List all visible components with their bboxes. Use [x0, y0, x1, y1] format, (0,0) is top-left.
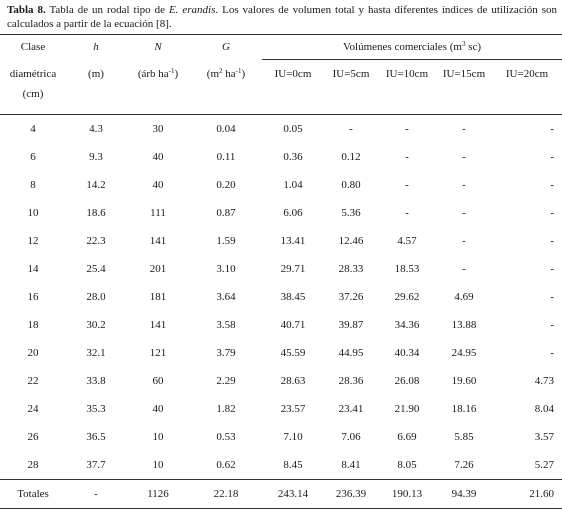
table-caption: [7, 3, 557, 31]
caption-text-before: Tabla de un rodal tipo de: [45, 4, 169, 16]
table-cell: 13.88: [451, 319, 477, 331]
table-cell: -: [550, 151, 555, 163]
totals-cell: 21.60: [492, 480, 562, 509]
table-cell: 20: [27, 347, 39, 359]
table-cell: 0.20: [216, 179, 236, 191]
table-cell: 40.34: [394, 347, 420, 359]
table-cell: -: [550, 123, 555, 135]
header-iu-15: IU=15cm: [442, 68, 486, 80]
table-cell: -: [550, 347, 555, 359]
table-cell: -: [405, 207, 409, 219]
table-cell: 8: [30, 179, 36, 191]
table-row: [0, 451, 562, 480]
table-cell: 28.63: [280, 375, 306, 387]
table-row: [0, 367, 562, 395]
table-cell: 36.5: [86, 431, 106, 443]
table-cell: 24: [27, 403, 39, 415]
table-cell: 0.80: [341, 179, 361, 191]
table-cell: 29.71: [280, 263, 306, 275]
table-cell: 28.33: [338, 263, 364, 275]
table-cell: 18.53: [394, 263, 420, 275]
table-cell: 30: [152, 123, 164, 135]
table-cell: 10: [152, 459, 164, 471]
table-cell: 0.11: [216, 151, 236, 163]
table-cell: 1.59: [216, 235, 236, 247]
table-row: [0, 395, 562, 423]
table-cell: 22: [27, 375, 39, 387]
table-cell: 37.26: [338, 291, 364, 303]
table-cell: 2.29: [216, 375, 236, 387]
table-row: [0, 311, 562, 339]
table-cell: 4.3: [89, 123, 103, 135]
totals-cell: 94.39: [436, 480, 492, 509]
table-cell: 3.64: [216, 291, 236, 303]
table-cell: 141: [149, 235, 167, 247]
header-h-unit: (m): [88, 67, 104, 80]
table-cell: 121: [149, 347, 167, 359]
table-cell: 6.69: [397, 431, 417, 443]
table-cell: 5.85: [454, 431, 474, 443]
stand-table: [0, 34, 562, 509]
table-cell: 19.60: [451, 375, 477, 387]
table-cell: 60: [152, 375, 164, 387]
table-row: [0, 423, 562, 451]
table-cell: 0.12: [341, 151, 361, 163]
table-cell: 8.04: [534, 403, 555, 415]
table-cell: 40: [152, 179, 164, 191]
table-cell: -: [462, 151, 466, 163]
table-row: [0, 115, 562, 144]
table-cell: -: [462, 179, 466, 191]
table-cell: 8.45: [283, 459, 303, 471]
table-cell: 28: [27, 459, 39, 471]
table-cell: -: [405, 179, 409, 191]
table-cell: -: [349, 123, 353, 135]
table-cell: 14.2: [86, 179, 106, 191]
table-cell: 24.95: [451, 347, 477, 359]
table-cell: 33.8: [86, 375, 106, 387]
table-cell: 6: [30, 151, 36, 163]
table-cell: 26: [27, 431, 39, 443]
totals-cell: -: [66, 480, 126, 509]
table-cell: 18.16: [451, 403, 477, 415]
table-cell: 44.95: [338, 347, 364, 359]
table-cell: 12: [27, 235, 39, 247]
table-cell: 8.41: [341, 459, 361, 471]
table-cell: 4.73: [534, 375, 555, 387]
table-cell: 28.36: [338, 375, 364, 387]
table-cell: 4.57: [397, 235, 417, 247]
table-cell: 1.82: [216, 403, 236, 415]
table-cell: 18: [27, 319, 39, 331]
header-n: N: [126, 35, 190, 60]
table-cell: 7.06: [341, 431, 361, 443]
table-cell: 38.45: [280, 291, 306, 303]
table-cell: 16: [27, 291, 39, 303]
table-cell: 3.79: [216, 347, 236, 359]
table-cell: 12.46: [338, 235, 364, 247]
table-cell: 14: [27, 263, 39, 275]
table-row: [0, 171, 562, 199]
table-cell: 10: [152, 431, 164, 443]
header-clase: Clase: [0, 35, 66, 60]
table-cell: 21.90: [394, 403, 420, 415]
caption-text-after: . Los valores de volumen total y hasta diferentes índices de utilización son calculados a partir de la ecuación [8].: [7, 4, 557, 30]
totals-cell: 236.39: [324, 480, 378, 509]
header-g-unit: ($m^2$ $ha^{-1}$): [206, 66, 246, 80]
header-volumes: Volúmenes comerciales ($m^3$ sc): [262, 35, 562, 60]
table-cell: 5.27: [534, 459, 555, 471]
caption-species: E. erandis: [168, 4, 216, 16]
table-cell: -: [462, 235, 466, 247]
table-cell: -: [550, 291, 555, 303]
table-cell: 0.04: [216, 123, 236, 135]
table-cell: -: [550, 235, 555, 247]
totals-cell: 243.14: [262, 480, 324, 509]
table-cell: 6.06: [283, 207, 303, 219]
table-cell: 0.87: [216, 207, 236, 219]
table-cell: 0.05: [283, 123, 303, 135]
totals-label: Totales: [0, 480, 66, 509]
table-cell: 40: [152, 403, 164, 415]
table-cell: -: [550, 319, 555, 331]
header-g: G: [190, 35, 262, 60]
table-cell: 45.59: [280, 347, 306, 359]
table-cell: 30.2: [86, 319, 106, 331]
table-cell: 141: [149, 319, 167, 331]
table-row: [0, 199, 562, 227]
table-cell: 23.57: [280, 403, 306, 415]
table-cell: 32.1: [86, 347, 106, 359]
table-cell: 40: [152, 151, 164, 163]
table-cell: 40.71: [280, 319, 306, 331]
table-cell: -: [405, 123, 409, 135]
table-cell: 18.6: [86, 207, 106, 219]
header-cm: (cm): [0, 88, 66, 115]
table-cell: 3.10: [216, 263, 236, 275]
table-cell: 181: [149, 291, 167, 303]
table-cell: -: [405, 151, 409, 163]
table-row: [0, 255, 562, 283]
header-diametrica: diamétrica: [9, 67, 57, 80]
table-cell: 0.53: [216, 431, 236, 443]
table-cell: 4.69: [454, 291, 474, 303]
table-cell: 10: [27, 207, 39, 219]
table-cell: -: [550, 179, 555, 191]
table-cell: 25.4: [86, 263, 106, 275]
table-cell: 35.3: [86, 403, 106, 415]
caption-label: Tabla 8.: [7, 4, 46, 16]
table-cell: 201: [149, 263, 167, 275]
table-row: [0, 283, 562, 311]
table-cell: 4: [30, 123, 36, 135]
header-h: h: [66, 35, 126, 60]
table-cell: 0.62: [216, 459, 236, 471]
totals-cell: 22.18: [190, 480, 262, 509]
header-iu-20: IU=20cm: [505, 68, 549, 80]
table-cell: 28.0: [86, 291, 106, 303]
table-row: [0, 339, 562, 367]
table-cell: 22.3: [86, 235, 106, 247]
table-cell: -: [462, 207, 466, 219]
table-cell: 26.08: [394, 375, 420, 387]
table-cell: 3.58: [216, 319, 236, 331]
table-cell: 7.26: [454, 459, 474, 471]
table-cell: 1.04: [283, 179, 303, 191]
table-cell: 34.36: [394, 319, 420, 331]
table-cell: 0.36: [283, 151, 303, 163]
header-iu-0: IU=0cm: [274, 68, 312, 80]
header-iu-5: IU=5cm: [332, 68, 370, 80]
header-iu-10: IU=10cm: [385, 68, 429, 80]
table-row: [0, 143, 562, 171]
table-cell: 111: [150, 207, 166, 219]
table-cell: -: [550, 263, 555, 275]
table-cell: 3.57: [534, 431, 555, 443]
table-cell: 29.62: [394, 291, 420, 303]
table-body: [0, 115, 562, 509]
table-cell: 9.3: [89, 151, 103, 163]
header-n-unit: (árb $ha^{-1}$): [137, 66, 179, 80]
totals-cell: 1126: [126, 480, 190, 509]
table-cell: 13.41: [280, 235, 306, 247]
table-cell: 8.05: [397, 459, 417, 471]
table-cell: 7.10: [283, 431, 303, 443]
table-cell: 23.41: [338, 403, 364, 415]
table-cell: 5.36: [341, 207, 361, 219]
table-row: [0, 227, 562, 255]
totals-cell: 190.13: [378, 480, 436, 509]
table-cell: -: [550, 207, 555, 219]
table-cell: 39.87: [338, 319, 364, 331]
table-cell: 37.7: [86, 459, 106, 471]
table-cell: -: [462, 263, 466, 275]
table-cell: -: [462, 123, 466, 135]
